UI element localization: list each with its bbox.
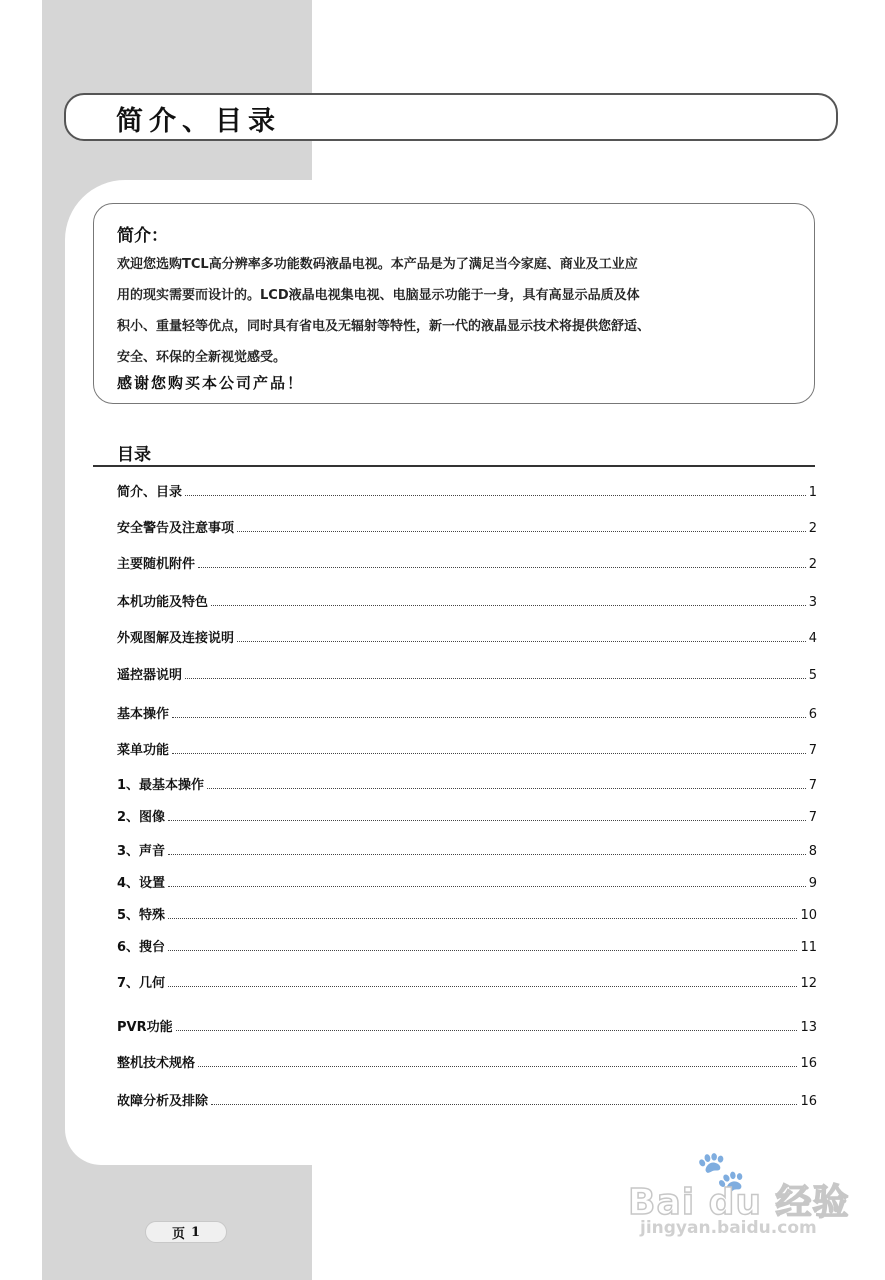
toc-entry-label: 整机技术规格	[117, 1056, 196, 1071]
toc-entry-page: 12	[800, 976, 817, 991]
toc-entry-label: 7、几何	[117, 976, 166, 991]
watermark-url: jingyan.baidu.com	[640, 1218, 817, 1238]
toc-divider	[93, 465, 815, 467]
toc-entry[interactable]	[117, 1049, 817, 1071]
toc-entry-page: 7	[808, 778, 817, 793]
toc-leader-dots	[237, 531, 806, 532]
intro-line: 用的现实需要而设计的。LCD液晶电视集电视、电脑显示功能于一身，具有高显示品质及体	[117, 288, 640, 303]
toc-entry[interactable]	[117, 624, 817, 646]
toc-entry[interactable]	[117, 588, 817, 610]
toc-leader-dots	[207, 788, 806, 789]
intro-thanks: 感谢您购买本公司产品！	[117, 374, 305, 392]
toc-entry[interactable]	[117, 700, 817, 722]
toc-entry-label: 5、特殊	[117, 908, 166, 923]
toc-entry-page: 1	[808, 485, 817, 500]
intro-line: 欢迎您选购TCL高分辨率多功能数码液晶电视。本产品是为了满足当今家庭、商业及工业应	[117, 257, 638, 272]
toc-entry[interactable]	[117, 933, 817, 955]
toc-leader-dots	[176, 1030, 798, 1031]
toc-entry-page: 7	[808, 743, 817, 758]
toc-entry-page: 11	[800, 940, 817, 955]
toc-leader-dots	[172, 717, 806, 718]
toc-entry-label: 基本操作	[117, 707, 170, 722]
toc-leader-dots	[168, 986, 797, 987]
toc-entry-page: 6	[808, 707, 817, 722]
toc-entry[interactable]	[117, 1013, 817, 1035]
toc-entry-label: 本机功能及特色	[117, 595, 209, 610]
toc-entry-page: 16	[800, 1056, 817, 1071]
toc-entry-page: 3	[808, 595, 817, 610]
toc-entry-label: 故障分析及排除	[117, 1094, 209, 1109]
toc-entry-label: 4、设置	[117, 876, 166, 891]
toc-entry[interactable]	[117, 869, 817, 891]
toc-entry-label: 外观图解及连接说明	[117, 631, 235, 646]
toc-entry[interactable]	[117, 661, 817, 683]
toc-entry[interactable]	[117, 803, 817, 825]
toc-entry[interactable]	[117, 969, 817, 991]
toc-entry-page: 7	[808, 810, 817, 825]
toc-entry-label: 3、声音	[117, 844, 166, 859]
toc-entry[interactable]	[117, 837, 817, 859]
page-number: 1	[190, 1224, 201, 1240]
toc-entry-page: 9	[808, 876, 817, 891]
toc-leader-dots	[185, 495, 806, 496]
toc-entry-label: 6、搜台	[117, 940, 166, 955]
toc-entry-page: 16	[800, 1094, 817, 1109]
page-number-label: 页	[171, 1226, 185, 1242]
toc-entry-page: 2	[808, 521, 817, 536]
baidu-watermark	[628, 1148, 858, 1248]
toc-entry-page: 13	[800, 1020, 817, 1035]
toc-leader-dots	[168, 820, 806, 821]
intro-line: 安全、环保的全新视觉感受。	[117, 350, 287, 365]
toc-leader-dots	[198, 567, 806, 568]
paw-icon: 🐾	[696, 1149, 746, 1195]
intro-heading: 简介：	[117, 226, 168, 246]
toc-heading: 目录	[117, 445, 151, 465]
page-title: 简介、目录	[116, 106, 281, 137]
toc-entry[interactable]	[117, 901, 817, 923]
toc-entry[interactable]	[117, 550, 817, 572]
toc-entry-page: 2	[808, 557, 817, 572]
toc-entry-page: 8	[808, 844, 817, 859]
toc-entry-label: 安全警告及注意事项	[117, 521, 235, 536]
toc-leader-dots	[211, 605, 806, 606]
toc-entry-page: 5	[808, 668, 817, 683]
toc-leader-dots	[168, 854, 806, 855]
toc-entry-label: 菜单功能	[117, 743, 170, 758]
toc-entry-label: 遥控器说明	[117, 668, 183, 683]
toc-leader-dots	[168, 950, 797, 951]
toc-leader-dots	[172, 753, 806, 754]
toc-entry-label: PVR功能	[117, 1020, 173, 1035]
toc-entry-page: 4	[808, 631, 817, 646]
intro-body	[117, 249, 807, 373]
toc-entry-label: 1、最基本操作	[117, 778, 205, 793]
toc-leader-dots	[168, 918, 797, 919]
toc-leader-dots	[198, 1066, 797, 1067]
toc-entry-label: 主要随机附件	[117, 557, 196, 572]
page-number-tab	[145, 1221, 227, 1243]
toc-entry-page: 10	[800, 908, 817, 923]
toc-entry[interactable]	[117, 771, 817, 793]
watermark-brand: Bai du 经验	[628, 1182, 850, 1223]
intro-line: 积小、重量轻等优点，同时具有省电及无辐射等特性，新一代的液晶显示技术将提供您舒适、	[117, 319, 651, 334]
toc-entry[interactable]	[117, 478, 817, 500]
toc-leader-dots	[237, 641, 806, 642]
toc-entry[interactable]	[117, 736, 817, 758]
toc-entry-label: 2、图像	[117, 810, 166, 825]
toc-entry-label: 简介、目录	[117, 485, 183, 500]
toc-leader-dots	[185, 678, 806, 679]
toc-leader-dots	[211, 1104, 797, 1105]
toc-leader-dots	[168, 886, 806, 887]
toc-entry[interactable]	[117, 514, 817, 536]
toc-entry[interactable]	[117, 1087, 817, 1109]
